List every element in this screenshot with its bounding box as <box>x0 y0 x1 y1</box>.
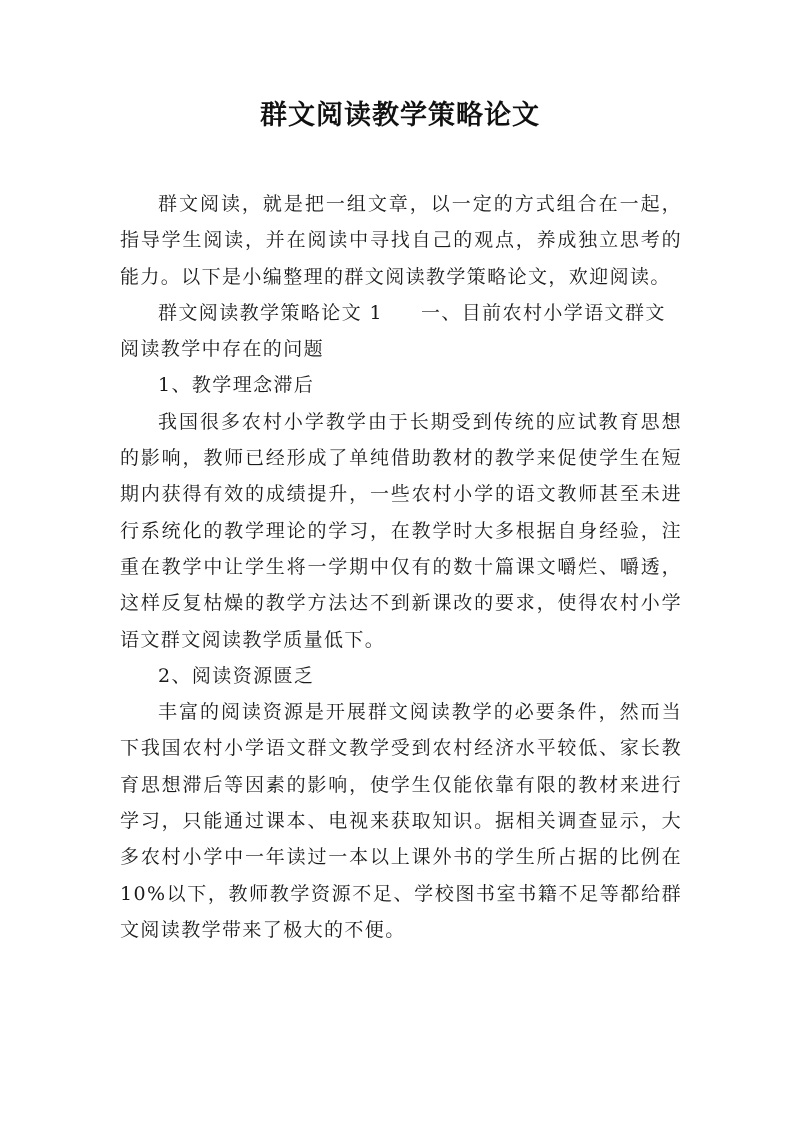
article-label: 群文阅读教学策略论文 1 <box>158 301 383 324</box>
section-heading: 一、目前农村小学语文群文阅读教学中存在的问题 <box>120 301 666 361</box>
document-body <box>120 186 682 948</box>
subsection-2-heading: 2、阅读资源匮乏 <box>158 664 315 687</box>
intro-paragraph: 群文阅读，就是把一组文章，以一定的方式组合在一起，指导学生阅读，并在阅读中寻找自己的观点，养成独立思考的能力。以下是小编整理的群文阅读教学策略论文，欢迎阅读。 <box>120 193 682 288</box>
subsection-1-heading: 1、教学理念滞后 <box>158 374 315 397</box>
article-heading-line <box>120 295 682 368</box>
subsection-1-paragraph: 我国很多农村小学教学由于长期受到传统的应试教育思想的影响，教师已经形成了单纯借助教材的教学来促使学生在短期内获得有效的成绩提升，一些农村小学的语文教师甚至未进行系统化的教学理论的学习，在教学时大多根据自身经验，注重在教学中让学生将一学期中仅有的数十篇课文嚼烂、嚼透，这样反复枯燥的教学方法达不到新课改的要求，使得农村小学语文群文阅读教学质量低下。 <box>120 410 682 651</box>
subsection-2-paragraph: 丰富的阅读资源是开展群文阅读教学的必要条件，然而当下我国农村小学语文群文教学受到农村经济水平较低、家长教育思想滞后等因素的影响，使学生仅能依靠有限的教材来进行学习，只能通过课本、电视来获取知识。据相关调查显示，大多农村小学中一年读过一本以上课外书的学生所占据的比例在 10%以下，教师教学资源不足、学校图书室书籍不足等都给群文阅读教学带来了极大的不便。 <box>120 701 682 941</box>
document-title: 群文阅读教学策略论文 <box>260 100 540 131</box>
